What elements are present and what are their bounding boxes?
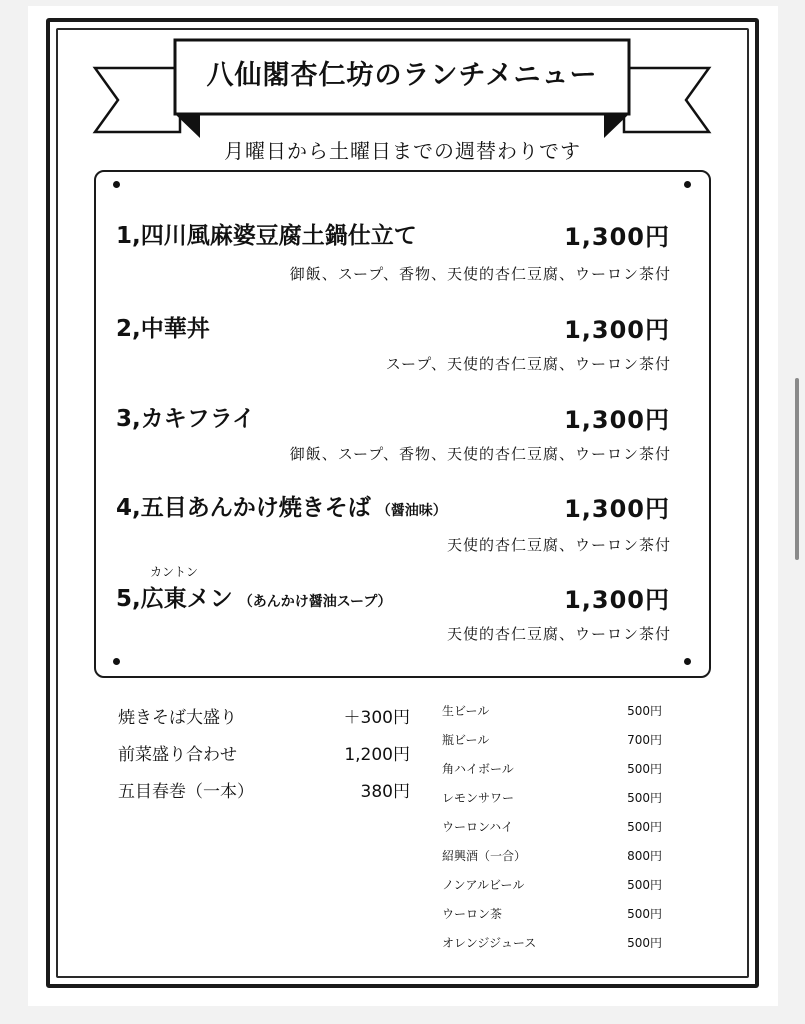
menu-item-note: （醤油味） [376, 503, 447, 519]
menu-item-price: 1,300円 [564, 586, 670, 614]
drink-name: ウーロン茶 [442, 907, 503, 921]
extra-item-price: ＋300円 [343, 708, 410, 728]
menu-item-name: 1,四川風麻婆豆腐土鍋仕立て [116, 223, 417, 249]
menu-item-includes: 天使的杏仁豆腐、ウーロン茶付 [446, 536, 671, 554]
extra-item-price: 380円 [360, 782, 410, 802]
extra-item-name: 五目春巻（一本） [118, 782, 254, 802]
corner-dot [684, 658, 691, 665]
menu-item-name: 4,五目あんかけ焼きそば （醤油味） [116, 495, 447, 521]
drink-price: 800円 [627, 849, 662, 863]
drink-price: 500円 [627, 791, 662, 805]
menu-item-includes: 御飯、スープ、香物、天使的杏仁豆腐、ウーロン茶付 [289, 265, 671, 283]
corner-dot [684, 181, 691, 188]
drink-name: ウーロンハイ [442, 820, 514, 834]
drink-name: 角ハイボール [442, 762, 514, 776]
corner-dot [113, 181, 120, 188]
corner-dot [113, 658, 120, 665]
extra-item-name: 焼きそば大盛り [118, 708, 237, 728]
drink-price: 700円 [627, 733, 662, 747]
vertical-scrollbar[interactable] [795, 378, 799, 560]
menu-title: 八仙閣杏仁坊のランチメニュー [206, 59, 598, 91]
menu-item-price: 1,300円 [564, 495, 670, 523]
menu-item-includes: 天使的杏仁豆腐、ウーロン茶付 [446, 625, 671, 643]
menu-item-price: 1,300円 [564, 223, 670, 251]
drink-name: 紹興酒（一合） [442, 849, 527, 863]
menu-item-includes: スープ、天使的杏仁豆腐、ウーロン茶付 [385, 355, 671, 373]
drink-name: 瓶ビール [442, 733, 490, 747]
extra-item-name: 前菜盛り合わせ [118, 745, 237, 765]
drink-name: ノンアルビール [442, 878, 525, 892]
extra-item-price: 1,200円 [344, 745, 410, 765]
menu-item-name: 3,カキフライ [116, 406, 256, 432]
drink-price: 500円 [627, 936, 662, 950]
drink-name: 生ビール [442, 704, 490, 718]
drink-name: レモンサワー [442, 791, 515, 805]
menu-item-name: 5,広東メン （あんかけ醤油スープ） [116, 586, 392, 612]
drink-price: 500円 [627, 762, 662, 776]
furigana-reading: カントン [150, 565, 199, 579]
menu-item-price: 1,300円 [564, 406, 670, 434]
menu-subtitle: 月曜日から土曜日までの週替わりです [224, 139, 581, 163]
drink-price: 500円 [627, 907, 662, 921]
drink-price: 500円 [627, 878, 662, 892]
menu-item-note: （あんかけ醤油スープ） [238, 594, 392, 610]
menu-item-name: 2,中華丼 [116, 316, 210, 342]
drink-price: 500円 [627, 820, 662, 834]
drink-name: オレンジジュース [442, 936, 537, 950]
drink-price: 500円 [627, 704, 662, 718]
menu-item-price: 1,300円 [564, 316, 670, 344]
menu-item-includes: 御飯、スープ、香物、天使的杏仁豆腐、ウーロン茶付 [289, 445, 671, 463]
